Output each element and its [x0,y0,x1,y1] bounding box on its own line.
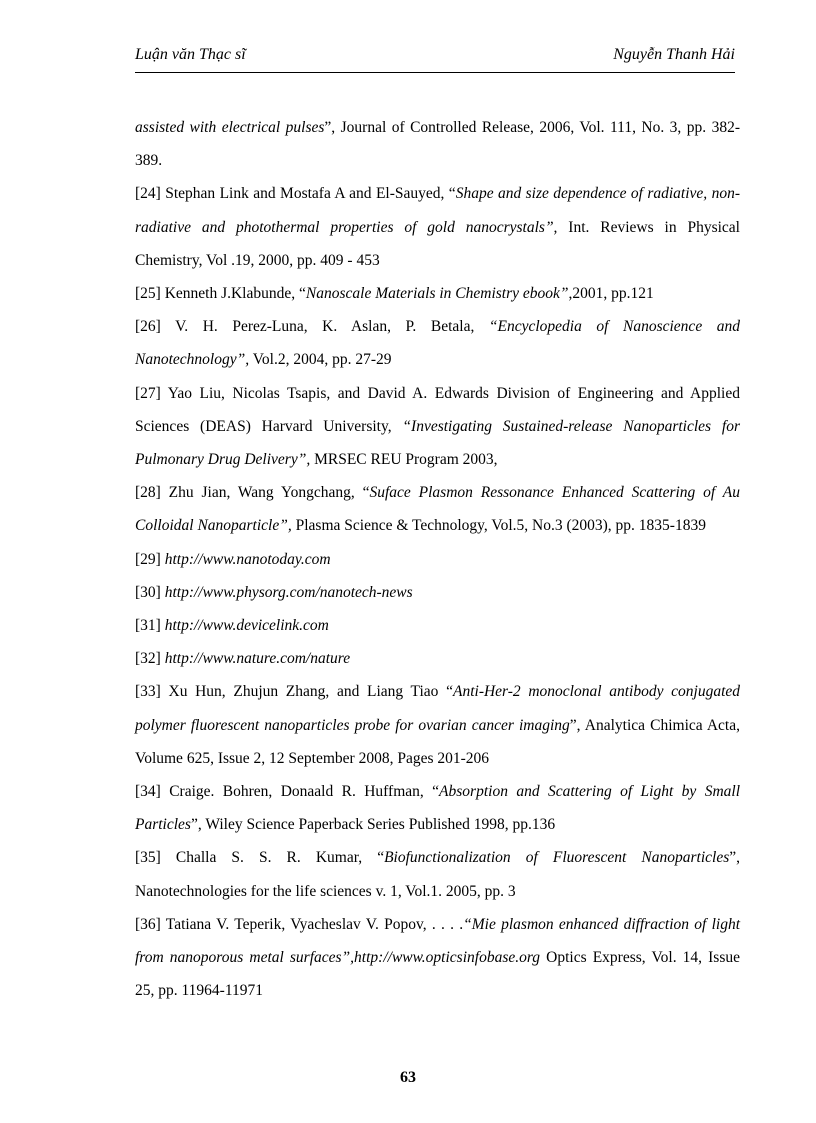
reference-title-run: Suface Plasmon Ressonance Enhanced Scattering of Au Colloidal Nanoparticle”, [135,484,741,535]
reference-text-run: ”, Wiley Science Paperback Series Published 1998, pp.136 [190,816,556,834]
reference-text-run: ”, Analytica Chimica Acta, Volume 625, Issue 2, 12 September 2008, Pages 201-206 [135,716,740,767]
reference-title-run: Shape and size dependence of radiative, non-radiative and photothermal properties of gold nanocrystals”, [135,185,740,236]
reference-entry [135,476,740,542]
reference-title-run: http://www.nanotoday.com [164,550,331,568]
reference-entry [135,642,740,675]
reference-text-run: [31] [135,617,165,635]
reference-title-run: Absorption and Scattering of Light by Small Particles [135,783,740,834]
reference-list [135,111,740,1007]
reference-entry [135,775,740,841]
reference-title-run: http://www.devicelink.com [164,617,329,635]
reference-text-run: ,2001, pp.121 [568,285,654,303]
reference-entry [135,576,740,609]
header-thesis-type: Luận văn Thạc sĩ [135,46,246,63]
reference-title-run: “Encyclopedia of Nanoscience and Nanotechnology”, [135,318,740,369]
reference-title-run: http://www.nature.com/nature [164,650,351,668]
reference-entry [135,609,740,642]
reference-title-run: Biofunctionalization of Fluorescent Nanoparticles [384,849,730,867]
reference-entry [135,841,740,907]
running-header [135,46,735,64]
reference-text-run: [34] Craige. Bohren, Donaald R. Huffman, “ [135,783,440,801]
reference-title-run: Anti-Her-2 monoclonal antibody conjugated polymer fluorescent nanoparticles probe for ovarian cancer imaging [135,683,741,734]
header-rule [135,72,735,73]
reference-entry [135,310,740,376]
reference-text-run: [27] Yao Liu, Nicolas Tsapis, and David A. Edwards Division of Engineering and Applied Sciences (DEAS) Harvard University, [135,384,740,435]
reference-text-run: ”, Nanotechnologies for the life sciences v. 1, Vol.1. 2005, pp. 3 [135,849,740,900]
reference-text-run: [36] Tatiana V. Teperik, Vyacheslav V. Popov, . . . . [135,915,464,933]
reference-text-run: Vol.2, 2004, pp. 27-29 [249,351,392,369]
reference-entry [135,675,740,775]
reference-entry [135,908,740,1008]
page-number: 63 [400,1069,416,1086]
reference-entry [135,177,740,277]
reference-text-run: [33] Xu Hun, Zhujun Zhang, and Liang Tiao “ [135,683,453,701]
reference-title-run: Nanoscale Materials in Chemistry ebook” [305,285,569,303]
reference-text-run: [30] [135,583,165,601]
reference-text-run: [28] Zhu Jian, Wang Yongchang, “ [135,484,370,502]
reference-text-run: Optics Express, Vol. 14, Issue 25, pp. 11964-11971 [135,949,740,1000]
reference-entry [135,377,740,477]
reference-text-run: [24] Stephan Link and Mostafa A and El-Sauyed, “ [135,185,456,203]
reference-title-run: “Investigating Sustained-release Nanoparticles for Pulmonary Drug Delivery”, [135,417,740,469]
reference-title-run: http://www.physorg.com/nanotech-news [164,583,413,601]
reference-title-run: “Mie plasmon enhanced diffraction of light from nanoporous metal surfaces”,http://www.opticsinfobase.org [135,915,741,967]
reference-text-run: [29] [135,550,165,568]
header-author: Nguyễn Thanh Hải [613,46,735,63]
reference-entry [135,277,740,310]
reference-text-run: [26] V. H. Perez-Luna, K. Aslan, P. Betala, [135,318,489,336]
reference-text-run: [25] Kenneth J.Klabunde, “ [135,285,306,303]
reference-text-run: [35] Challa S. S. R. Kumar, “ [135,849,385,867]
reference-text-run: [32] [135,650,165,668]
reference-entry [135,111,740,177]
reference-text-run: ”, Journal of Controlled Release, 2006, Vol. 111, No. 3, pp. 382-389. [135,119,740,170]
reference-text-run: Int. Reviews in Physical Chemistry, Vol .19, 2000, pp. 409 - 453 [135,218,740,269]
reference-title-run: assisted with electrical pulses [135,119,325,136]
reference-entry [135,543,740,576]
reference-text-run: MRSEC REU Program 2003, [310,451,498,469]
reference-text-run: Plasma Science & Technology, Vol.5, No.3 (2003), pp. 1835-1839 [291,517,706,535]
